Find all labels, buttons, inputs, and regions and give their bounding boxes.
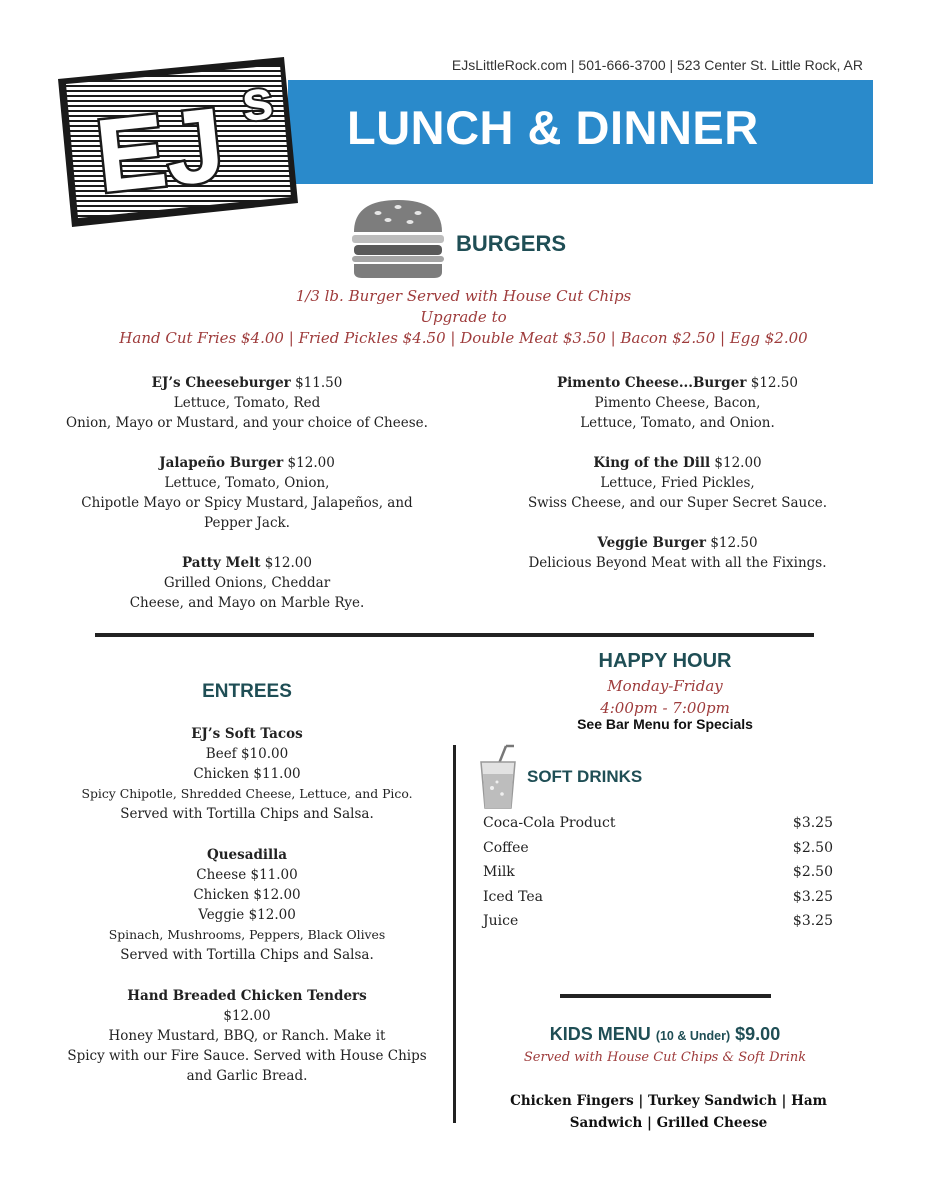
item-desc: Cheese, and Mayo on Marble Rye. — [129, 595, 365, 611]
kids-menu-heading — [480, 1024, 850, 1045]
item-name: Jalapeño Burger — [159, 455, 284, 471]
item-price: $12.00 — [287, 455, 335, 471]
kids-menu-price: $9.00 — [735, 1024, 781, 1044]
menu-item — [50, 845, 444, 965]
burgers-heading: BURGERS — [456, 231, 567, 256]
item-price: $11.50 — [295, 375, 343, 391]
item-price: $12.50 — [750, 375, 798, 391]
drink-name: Juice — [483, 913, 519, 930]
item-desc: Lettuce, Fried Pickles, — [600, 475, 755, 491]
item-line: Beef $10.00 — [205, 746, 289, 762]
item-line: Chicken $11.00 — [193, 766, 301, 782]
kids-menu-note: Served with House Cut Chips & Soft Drink — [523, 1050, 807, 1065]
item-line: Spicy with our Fire Sauce. Served with House Chips — [67, 1048, 427, 1064]
item-line: Veggie $12.00 — [198, 907, 296, 923]
menu-item — [505, 453, 850, 513]
item-price: $12.50 — [710, 535, 758, 551]
drink-row — [483, 864, 833, 889]
kids-divider — [560, 994, 771, 998]
menu-item — [48, 453, 446, 533]
burger-note-line: Upgrade to — [420, 308, 507, 326]
item-line: Honey Mustard, BBQ, or Ranch. Make it — [108, 1028, 386, 1044]
drink-name: Iced Tea — [483, 888, 543, 905]
logo-superscript: s — [238, 66, 276, 133]
item-desc: Grilled Onions, Cheddar — [163, 575, 331, 591]
burgers-right-column — [505, 373, 850, 593]
item-desc: Lettuce, Tomato, and Onion. — [580, 415, 775, 431]
drink-price: $3.25 — [792, 815, 833, 831]
item-name: Hand Breaded Chicken Tenders — [127, 988, 367, 1004]
item-desc: Served with Tortilla Chips and Salsa. — [120, 947, 374, 963]
section-divider — [95, 633, 814, 637]
item-desc: Spinach, Mushrooms, Peppers, Black Olives — [108, 927, 386, 942]
menu-item — [505, 533, 850, 573]
happy-hour-heading: HAPPY HOUR — [598, 650, 732, 672]
happy-hour-times — [480, 675, 850, 719]
happy-hour-hours: 4:00pm - 7:00pm — [600, 699, 730, 717]
entrees-column — [50, 724, 444, 1107]
item-name: Veggie Burger — [597, 535, 707, 551]
item-line: Chicken $12.00 — [193, 887, 301, 903]
page-title: LUNCH & DINNER — [347, 101, 759, 154]
item-name: Pimento Cheese...Burger — [557, 375, 747, 391]
menu-item — [50, 986, 444, 1086]
item-name: Quesadilla — [206, 847, 288, 863]
logo-text: EJ — [90, 86, 230, 216]
item-desc: Onion, Mayo or Mustard, and your choice of Cheese. — [66, 415, 428, 431]
item-name: King of the Dill — [593, 455, 711, 471]
item-line: and Garlic Bread. — [186, 1068, 308, 1084]
happy-hour-specials: See Bar Menu for Specials — [577, 716, 753, 732]
column-divider — [453, 745, 456, 1123]
drink-price: $3.25 — [792, 913, 833, 930]
item-desc: Served with Tortilla Chips and Salsa. — [120, 806, 374, 822]
kids-menu-items — [500, 1090, 837, 1134]
contact-info: EJsLittleRock.com | 501-666-3700 | 523 Center St. Little Rock, AR — [451, 57, 863, 73]
menu-item — [505, 373, 850, 433]
item-desc: Delicious Beyond Meat with all the Fixings. — [528, 555, 827, 571]
menu-item — [50, 724, 444, 824]
entrees-heading: ENTREES — [202, 681, 292, 702]
drink-row — [483, 889, 833, 914]
burger-note-line: Hand Cut Fries $4.00 | Fried Pickles $4.50 | Double Meat $3.50 | Bacon $2.50 | Egg $2.00 — [119, 329, 808, 347]
burger-note-line: 1/3 lb. Burger Served with House Cut Chips — [295, 287, 632, 305]
item-desc: Lettuce, Tomato, Onion, — [164, 475, 330, 491]
item-price: $12.00 — [264, 555, 312, 571]
item-name: EJ’s Cheeseburger — [151, 375, 291, 391]
drink-price: $3.25 — [792, 888, 833, 905]
soft-drinks-heading: SOFT DRINKS — [527, 767, 643, 786]
kids-items-line: Sandwich | Grilled Cheese — [569, 1115, 768, 1131]
burgers-left-column — [48, 373, 446, 633]
menu-item — [48, 373, 446, 433]
drink-name: Coffee — [483, 839, 529, 856]
menu-item — [48, 553, 446, 613]
item-line: Cheese $11.00 — [196, 867, 298, 883]
item-desc: Swiss Cheese, and our Super Secret Sauce. — [527, 495, 828, 511]
happy-hour-days: Monday-Friday — [607, 677, 723, 695]
drink-price: $2.50 — [792, 864, 833, 881]
item-desc: Pepper Jack. — [204, 515, 290, 531]
item-desc: Spicy Chipotle, Shredded Cheese, Lettuce, and Pico. — [81, 786, 413, 801]
drink-name: Coca-Cola Product — [483, 815, 616, 831]
burger-icon — [348, 198, 448, 280]
kids-menu-title: KIDS MENU — [549, 1024, 651, 1044]
ejs-logo — [58, 57, 298, 227]
drink-price: $2.50 — [792, 839, 833, 856]
item-desc: Pimento Cheese, Bacon, — [594, 395, 761, 411]
drink-row — [483, 815, 833, 840]
kids-items-line: Chicken Fingers | Turkey Sandwich | Ham — [510, 1093, 827, 1109]
drink-row — [483, 913, 833, 938]
item-name: Patty Melt — [182, 555, 261, 571]
drink-row — [483, 840, 833, 865]
kids-menu-age: (10 & Under) — [655, 1029, 731, 1043]
burger-upgrade-note — [60, 286, 867, 349]
drink-name: Milk — [483, 864, 515, 881]
soft-drinks-list — [483, 815, 833, 938]
item-desc: Lettuce, Tomato, Red — [173, 395, 321, 411]
item-price: $12.00 — [714, 455, 762, 471]
item-line: $12.00 — [223, 1008, 271, 1024]
item-name: EJ’s Soft Tacos — [191, 726, 303, 742]
item-desc: Chipotle Mayo or Spicy Mustard, Jalapeños, and — [81, 495, 413, 511]
cup-icon — [478, 744, 518, 810]
